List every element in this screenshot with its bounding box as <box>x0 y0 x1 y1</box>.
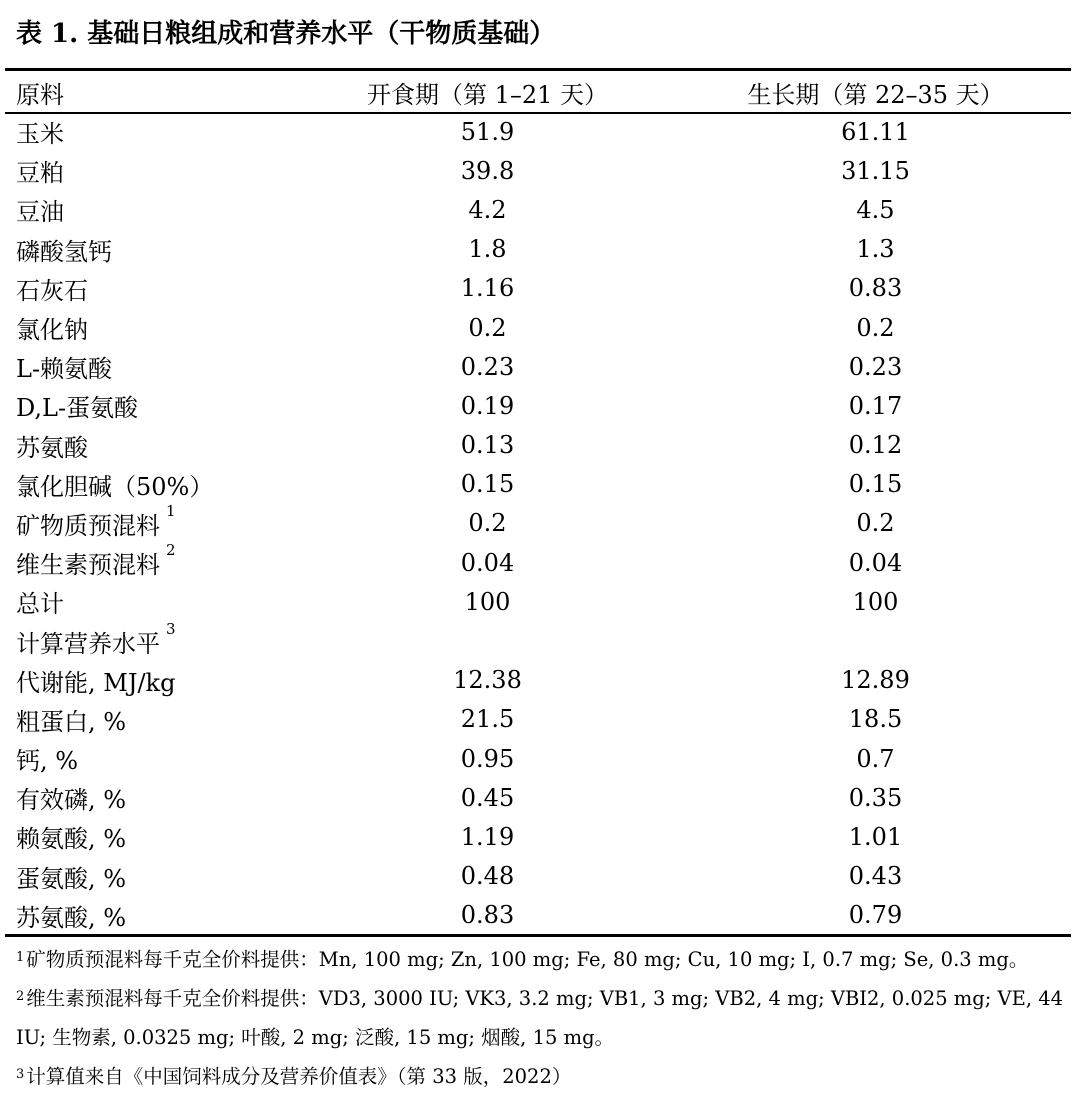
table-row <box>5 347 1071 386</box>
starter-value: 0.2 <box>468 313 507 342</box>
bottom-rule <box>5 934 1071 937</box>
table-row <box>5 426 1071 465</box>
table-row <box>5 504 1071 543</box>
table-row <box>5 621 1071 660</box>
starter-value: 4.2 <box>468 195 507 224</box>
ingredient-name: D,L-蛋氨酸 <box>16 394 139 423</box>
starter-value: 1.8 <box>468 235 507 264</box>
ingredient-cell <box>5 151 295 190</box>
ingredient-cell <box>5 582 295 621</box>
table-row <box>5 386 1071 425</box>
ingredient-name: 氯化钠 <box>16 316 88 345</box>
ingredient-name: 玉米 <box>16 120 64 149</box>
ingredient-cell <box>5 190 295 229</box>
table-row <box>5 230 1071 269</box>
grower-value: 0.43 <box>848 862 903 891</box>
starter-value: 1.19 <box>460 822 515 851</box>
ingredient-name: L-赖氨酸 <box>16 355 113 384</box>
table-row <box>5 700 1071 739</box>
header-ingredient: 原料 <box>16 80 64 109</box>
table-row <box>5 465 1071 504</box>
ingredient-cell <box>5 465 295 504</box>
footnote-mark: 3 <box>16 1067 25 1082</box>
ingredient-cell <box>5 817 295 856</box>
ingredient-name: 蛋氨酸, % <box>16 864 127 893</box>
footnote-2 <box>16 979 1066 1057</box>
ingredient-name: 代谢能, MJ/kg <box>16 668 176 697</box>
ingredient-name: 氯化胆碱（50%） <box>16 472 214 501</box>
footnote-ref: 1 <box>166 501 176 520</box>
starter-value: 0.48 <box>460 862 515 891</box>
grower-value: 0.2 <box>856 509 895 538</box>
table-row <box>5 817 1071 856</box>
ingredient-cell <box>5 543 295 582</box>
starter-value: 100 <box>464 587 511 616</box>
grower-value: 1.3 <box>856 235 895 264</box>
grower-value <box>680 621 1071 660</box>
starter-value <box>295 621 680 660</box>
grower-value: 0.35 <box>848 783 903 812</box>
footnotes <box>16 940 1066 1096</box>
ingredient-name: 豆粕 <box>16 159 64 188</box>
starter-value: 0.23 <box>460 352 515 381</box>
footnote-ref: 2 <box>166 541 176 560</box>
header-starter-phase: 开食期（第 1–21 天） <box>366 80 609 109</box>
ingredient-cell <box>5 857 295 896</box>
footnote-ref: 3 <box>166 619 176 638</box>
starter-value: 0.2 <box>468 509 507 538</box>
ingredient-name: 苏氨酸 <box>16 433 88 462</box>
ingredient-cell <box>5 501 295 543</box>
ingredient-cell <box>5 386 295 425</box>
starter-value: 1.16 <box>460 274 515 303</box>
ingredient-cell <box>5 426 295 465</box>
starter-value: 21.5 <box>460 705 515 734</box>
table-row <box>5 269 1071 308</box>
table-header-row <box>5 72 1071 112</box>
ingredient-name: 赖氨酸, % <box>16 825 127 854</box>
table-row <box>5 739 1071 778</box>
starter-value: 0.04 <box>460 548 515 577</box>
ingredient-name: 维生素预混料 <box>16 551 160 580</box>
grower-value: 0.23 <box>848 352 903 381</box>
starter-value: 0.95 <box>460 744 515 773</box>
grower-value: 0.15 <box>848 470 903 499</box>
grower-value: 18.5 <box>848 705 903 734</box>
starter-value: 0.13 <box>460 431 515 460</box>
ingredient-name: 苏氨酸, % <box>16 903 127 932</box>
footnote-text: 矿物质预混料每千克全价料提供：Mn, 100 mg; Zn, 100 mg; Fe, 80 mg; Cu, 10 mg; I, 0.7 mg; Se, 0.3 mg。 <box>26 948 1029 971</box>
table-row <box>5 582 1071 621</box>
ingredient-name: 总计 <box>16 590 64 619</box>
ingredient-cell <box>5 112 295 151</box>
table-row <box>5 190 1071 229</box>
grower-value: 0.12 <box>848 431 903 460</box>
table-title: 表 1. 基础日粮组成和营养水平（干物质基础） <box>16 19 556 49</box>
ingredient-name: 豆油 <box>16 198 64 227</box>
header-grower-phase: 生长期（第 22–35 天） <box>747 80 1004 109</box>
ingredient-cell <box>5 661 295 700</box>
ingredient-name: 有效磷, % <box>16 786 127 815</box>
grower-value: 4.5 <box>856 195 895 224</box>
starter-value: 0.83 <box>460 901 515 930</box>
diet-composition-table <box>5 72 1071 935</box>
starter-value: 39.8 <box>460 156 515 185</box>
starter-value: 12.38 <box>453 666 522 695</box>
top-rule <box>5 68 1071 71</box>
table-row <box>5 308 1071 347</box>
footnote-3 <box>16 1057 1066 1096</box>
table-row <box>5 151 1071 190</box>
ingredient-cell <box>5 700 295 739</box>
grower-value: 31.15 <box>841 156 910 185</box>
ingredient-cell <box>5 621 295 660</box>
ingredient-name: 石灰石 <box>16 276 88 305</box>
grower-value: 0.17 <box>848 391 903 420</box>
ingredient-cell <box>5 347 295 386</box>
ingredient-cell <box>5 896 295 935</box>
grower-value: 1.01 <box>848 822 903 851</box>
ingredient-name: 钙, % <box>16 747 79 776</box>
ingredient-cell <box>5 269 295 308</box>
table-row <box>5 896 1071 935</box>
ingredient-cell <box>5 230 295 269</box>
table-row <box>5 778 1071 817</box>
ingredient-name: 磷酸氢钙 <box>16 237 112 266</box>
footnote-1 <box>16 940 1066 979</box>
grower-value: 0.83 <box>848 274 903 303</box>
ingredient-name: 粗蛋白, % <box>16 707 127 736</box>
table-row <box>5 661 1071 700</box>
grower-value: 100 <box>852 587 899 616</box>
footnote-mark: 2 <box>16 989 25 1004</box>
footnote-mark: 1 <box>16 950 25 965</box>
starter-value: 0.45 <box>460 783 515 812</box>
starter-value: 51.9 <box>460 117 515 146</box>
starter-value: 0.19 <box>460 391 515 420</box>
starter-value: 0.15 <box>460 470 515 499</box>
footnote-text: 计算值来自《中国饲料成分及营养价值表》（第 33 版，2022） <box>26 1065 572 1088</box>
table-row <box>5 112 1071 151</box>
grower-value: 0.79 <box>848 901 903 930</box>
grower-value: 0.2 <box>856 313 895 342</box>
ingredient-cell <box>5 739 295 778</box>
ingredient-name: 计算营养水平 <box>16 629 160 658</box>
ingredient-cell <box>5 778 295 817</box>
grower-value: 12.89 <box>841 666 910 695</box>
footnote-text: 维生素预混料每千克全价料提供：VD3, 3000 IU; VK3, 3.2 mg; VB1, 3 mg; VB2, 4 mg; VBI2, 0.025 mg; VE, 44 IU; 生物素, 0.0325 mg; 叶酸, 2 mg; 泛酸, 15 mg; 烟酸, 15 mg。 <box>16 987 1064 1049</box>
table-body <box>5 112 1071 935</box>
table-row <box>5 543 1071 582</box>
table-row <box>5 857 1071 896</box>
grower-value: 61.11 <box>841 117 910 146</box>
grower-value: 0.04 <box>848 548 903 577</box>
ingredient-cell <box>5 308 295 347</box>
ingredient-name: 矿物质预混料 <box>16 511 160 540</box>
grower-value: 0.7 <box>856 744 895 773</box>
